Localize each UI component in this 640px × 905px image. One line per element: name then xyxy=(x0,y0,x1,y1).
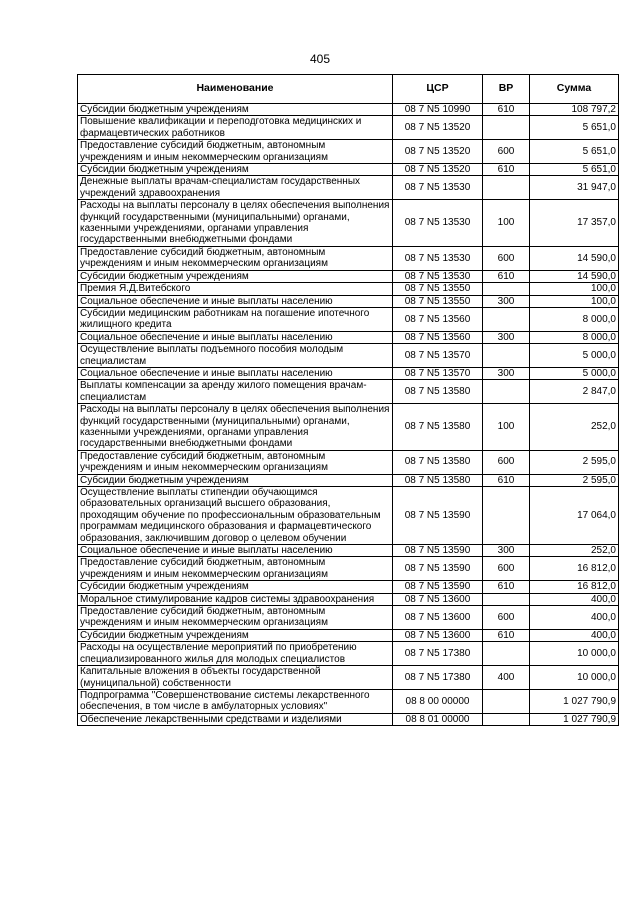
cell-csr: 08 7 N5 13530 xyxy=(393,176,483,200)
cell-sum: 100,0 xyxy=(530,295,619,307)
cell-name: Предоставление субсидий бюджетным, автономным учреждениям и иным некоммерческим организациям xyxy=(78,450,393,474)
cell-sum: 2 847,0 xyxy=(530,380,619,404)
table-row xyxy=(78,140,619,164)
cell-vr: 400 xyxy=(483,666,530,690)
cell-csr: 08 8 01 00000 xyxy=(393,713,483,725)
table-row xyxy=(78,450,619,474)
table-header-row xyxy=(78,75,619,104)
cell-csr: 08 7 N5 13560 xyxy=(393,331,483,343)
table-row xyxy=(78,116,619,140)
cell-sum: 400,0 xyxy=(530,593,619,605)
table-row xyxy=(78,283,619,295)
cell-sum: 1 027 790,9 xyxy=(530,689,619,713)
cell-sum: 10 000,0 xyxy=(530,666,619,690)
cell-sum: 14 590,0 xyxy=(530,246,619,270)
table-row xyxy=(78,666,619,690)
cell-sum: 5 651,0 xyxy=(530,140,619,164)
cell-name: Субсидии бюджетным учреждениям xyxy=(78,104,393,116)
cell-vr: 600 xyxy=(483,246,530,270)
cell-csr: 08 7 N5 13590 xyxy=(393,581,483,593)
cell-sum: 100,0 xyxy=(530,283,619,295)
table-row xyxy=(78,487,619,545)
cell-name: Осуществление выплаты подъемного пособия молодым специалистам xyxy=(78,344,393,368)
cell-csr: 08 7 N5 13580 xyxy=(393,474,483,486)
cell-name: Осуществление выплаты стипендии обучающимся образовательных организаций высшего образования, проходящим обучение по профессиональным образовательным программам медицинского образования и фармацевтического образования, заключившим договор о целевом обучении xyxy=(78,487,393,545)
table-row xyxy=(78,200,619,247)
cell-vr: 610 xyxy=(483,104,530,116)
cell-vr xyxy=(483,344,530,368)
table-row xyxy=(78,629,619,641)
cell-vr xyxy=(483,713,530,725)
table-row xyxy=(78,380,619,404)
cell-vr xyxy=(483,116,530,140)
cell-sum: 16 812,0 xyxy=(530,557,619,581)
table-row xyxy=(78,270,619,282)
table-row xyxy=(78,307,619,331)
cell-name: Субсидии медицинским работникам на погашение ипотечного жилищного кредита xyxy=(78,307,393,331)
table-body xyxy=(78,104,619,726)
cell-name: Премия Я.Д.Витебского xyxy=(78,283,393,295)
cell-name: Предоставление субсидий бюджетным, автономным учреждениям и иным некоммерческим организациям xyxy=(78,606,393,630)
cell-name: Расходы на осуществление мероприятий по приобретению специализированного жилья для молодых специалистов xyxy=(78,642,393,666)
cell-sum: 8 000,0 xyxy=(530,331,619,343)
cell-vr xyxy=(483,380,530,404)
table-row xyxy=(78,404,619,451)
cell-sum: 108 797,2 xyxy=(530,104,619,116)
cell-vr: 100 xyxy=(483,200,530,247)
cell-vr: 610 xyxy=(483,474,530,486)
cell-csr: 08 7 N5 13520 xyxy=(393,164,483,176)
cell-vr xyxy=(483,283,530,295)
cell-vr: 600 xyxy=(483,557,530,581)
cell-name: Повышение квалификации и переподготовка медицинских и фармацевтических работников xyxy=(78,116,393,140)
cell-vr: 300 xyxy=(483,331,530,343)
cell-csr: 08 7 N5 13530 xyxy=(393,246,483,270)
cell-vr: 100 xyxy=(483,404,530,451)
cell-name: Предоставление субсидий бюджетным, автономным учреждениям и иным некоммерческим организациям xyxy=(78,246,393,270)
table-row xyxy=(78,176,619,200)
cell-csr: 08 7 N5 13530 xyxy=(393,200,483,247)
cell-sum: 5 651,0 xyxy=(530,116,619,140)
cell-name: Расходы на выплаты персоналу в целях обеспечения выполнения функций государственными (муниципальными) органами, казенными учреждениями, органами управления государственными внебюджетными фондами xyxy=(78,404,393,451)
cell-name: Социальное обеспечение и иные выплаты населению xyxy=(78,367,393,379)
cell-name: Социальное обеспечение и иные выплаты населению xyxy=(78,331,393,343)
cell-vr: 600 xyxy=(483,450,530,474)
cell-name: Субсидии бюджетным учреждениям xyxy=(78,474,393,486)
table-row xyxy=(78,164,619,176)
cell-name: Субсидии бюджетным учреждениям xyxy=(78,581,393,593)
table-row xyxy=(78,367,619,379)
cell-sum: 2 595,0 xyxy=(530,450,619,474)
table-row xyxy=(78,593,619,605)
cell-vr: 610 xyxy=(483,270,530,282)
cell-vr: 610 xyxy=(483,629,530,641)
column-header-csr: ЦСР xyxy=(393,75,483,104)
column-header-sum: Сумма xyxy=(530,75,619,104)
cell-vr: 600 xyxy=(483,140,530,164)
cell-csr: 08 7 N5 13580 xyxy=(393,404,483,451)
cell-sum: 31 947,0 xyxy=(530,176,619,200)
table-row xyxy=(78,557,619,581)
table-row xyxy=(78,331,619,343)
cell-vr: 300 xyxy=(483,295,530,307)
cell-vr: 600 xyxy=(483,606,530,630)
column-header-name: Наименование xyxy=(78,75,393,104)
table-row xyxy=(78,606,619,630)
cell-sum: 10 000,0 xyxy=(530,642,619,666)
cell-name: Субсидии бюджетным учреждениям xyxy=(78,629,393,641)
cell-csr: 08 8 00 00000 xyxy=(393,689,483,713)
page-number: 405 xyxy=(309,52,331,66)
cell-csr: 08 7 N5 13600 xyxy=(393,593,483,605)
table-row xyxy=(78,545,619,557)
cell-sum: 5 651,0 xyxy=(530,164,619,176)
column-header-vr: ВР xyxy=(483,75,530,104)
cell-vr xyxy=(483,593,530,605)
cell-name: Субсидии бюджетным учреждениям xyxy=(78,270,393,282)
cell-csr: 08 7 N5 13580 xyxy=(393,450,483,474)
table-row xyxy=(78,581,619,593)
cell-sum: 14 590,0 xyxy=(530,270,619,282)
table-row xyxy=(78,642,619,666)
cell-csr: 08 7 N5 13570 xyxy=(393,344,483,368)
cell-vr: 610 xyxy=(483,581,530,593)
cell-vr xyxy=(483,307,530,331)
cell-sum: 1 027 790,9 xyxy=(530,713,619,725)
cell-name: Расходы на выплаты персоналу в целях обеспечения выполнения функций государственными (муниципальными) органами, казенными учреждениями, органами управления государственными внебюджетными фондами xyxy=(78,200,393,247)
cell-name: Обеспечение лекарственными средствами и изделиями xyxy=(78,713,393,725)
table-row xyxy=(78,104,619,116)
cell-vr xyxy=(483,689,530,713)
cell-sum: 252,0 xyxy=(530,545,619,557)
cell-csr: 08 7 N5 13560 xyxy=(393,307,483,331)
cell-name: Денежные выплаты врачам-специалистам государственных учреждений здравоохранения xyxy=(78,176,393,200)
cell-csr: 08 7 N5 13520 xyxy=(393,116,483,140)
cell-csr: 08 7 N5 10990 xyxy=(393,104,483,116)
cell-csr: 08 7 N5 17380 xyxy=(393,642,483,666)
table-row xyxy=(78,713,619,725)
cell-csr: 08 7 N5 13590 xyxy=(393,557,483,581)
cell-csr: 08 7 N5 13550 xyxy=(393,283,483,295)
cell-sum: 400,0 xyxy=(530,629,619,641)
cell-csr: 08 7 N5 13600 xyxy=(393,606,483,630)
cell-csr: 08 7 N5 13590 xyxy=(393,545,483,557)
cell-csr: 08 7 N5 13570 xyxy=(393,367,483,379)
cell-name: Субсидии бюджетным учреждениям xyxy=(78,164,393,176)
table-row xyxy=(78,246,619,270)
cell-csr: 08 7 N5 13580 xyxy=(393,380,483,404)
cell-name: Подпрограмма "Совершенствование системы лекарственного обеспечения, в том числе в амбулаторных условиях" xyxy=(78,689,393,713)
cell-name: Капитальные вложения в объекты государственной (муниципальной) собственности xyxy=(78,666,393,690)
cell-sum: 17 357,0 xyxy=(530,200,619,247)
cell-vr: 300 xyxy=(483,367,530,379)
cell-vr xyxy=(483,176,530,200)
cell-name: Выплаты компенсации за аренду жилого помещения врачам-специалистам xyxy=(78,380,393,404)
cell-name: Предоставление субсидий бюджетным, автономным учреждениям и иным некоммерческим организациям xyxy=(78,140,393,164)
cell-name: Социальное обеспечение и иные выплаты населению xyxy=(78,545,393,557)
cell-sum: 5 000,0 xyxy=(530,367,619,379)
cell-csr: 08 7 N5 13600 xyxy=(393,629,483,641)
cell-name: Предоставление субсидий бюджетным, автономным учреждениям и иным некоммерческим организациям xyxy=(78,557,393,581)
cell-sum: 400,0 xyxy=(530,606,619,630)
cell-name: Моральное стимулирование кадров системы здравоохранения xyxy=(78,593,393,605)
cell-sum: 252,0 xyxy=(530,404,619,451)
cell-csr: 08 7 N5 13520 xyxy=(393,140,483,164)
cell-sum: 16 812,0 xyxy=(530,581,619,593)
cell-vr xyxy=(483,487,530,545)
table-row xyxy=(78,295,619,307)
cell-csr: 08 7 N5 17380 xyxy=(393,666,483,690)
cell-vr: 300 xyxy=(483,545,530,557)
cell-csr: 08 7 N5 13550 xyxy=(393,295,483,307)
cell-name: Социальное обеспечение и иные выплаты населению xyxy=(78,295,393,307)
cell-sum: 2 595,0 xyxy=(530,474,619,486)
table-row xyxy=(78,689,619,713)
cell-sum: 5 000,0 xyxy=(530,344,619,368)
table-row xyxy=(78,344,619,368)
table-row xyxy=(78,474,619,486)
cell-csr: 08 7 N5 13530 xyxy=(393,270,483,282)
cell-sum: 8 000,0 xyxy=(530,307,619,331)
cell-sum: 17 064,0 xyxy=(530,487,619,545)
cell-csr: 08 7 N5 13590 xyxy=(393,487,483,545)
cell-vr xyxy=(483,642,530,666)
cell-vr: 610 xyxy=(483,164,530,176)
budget-table xyxy=(77,74,619,726)
